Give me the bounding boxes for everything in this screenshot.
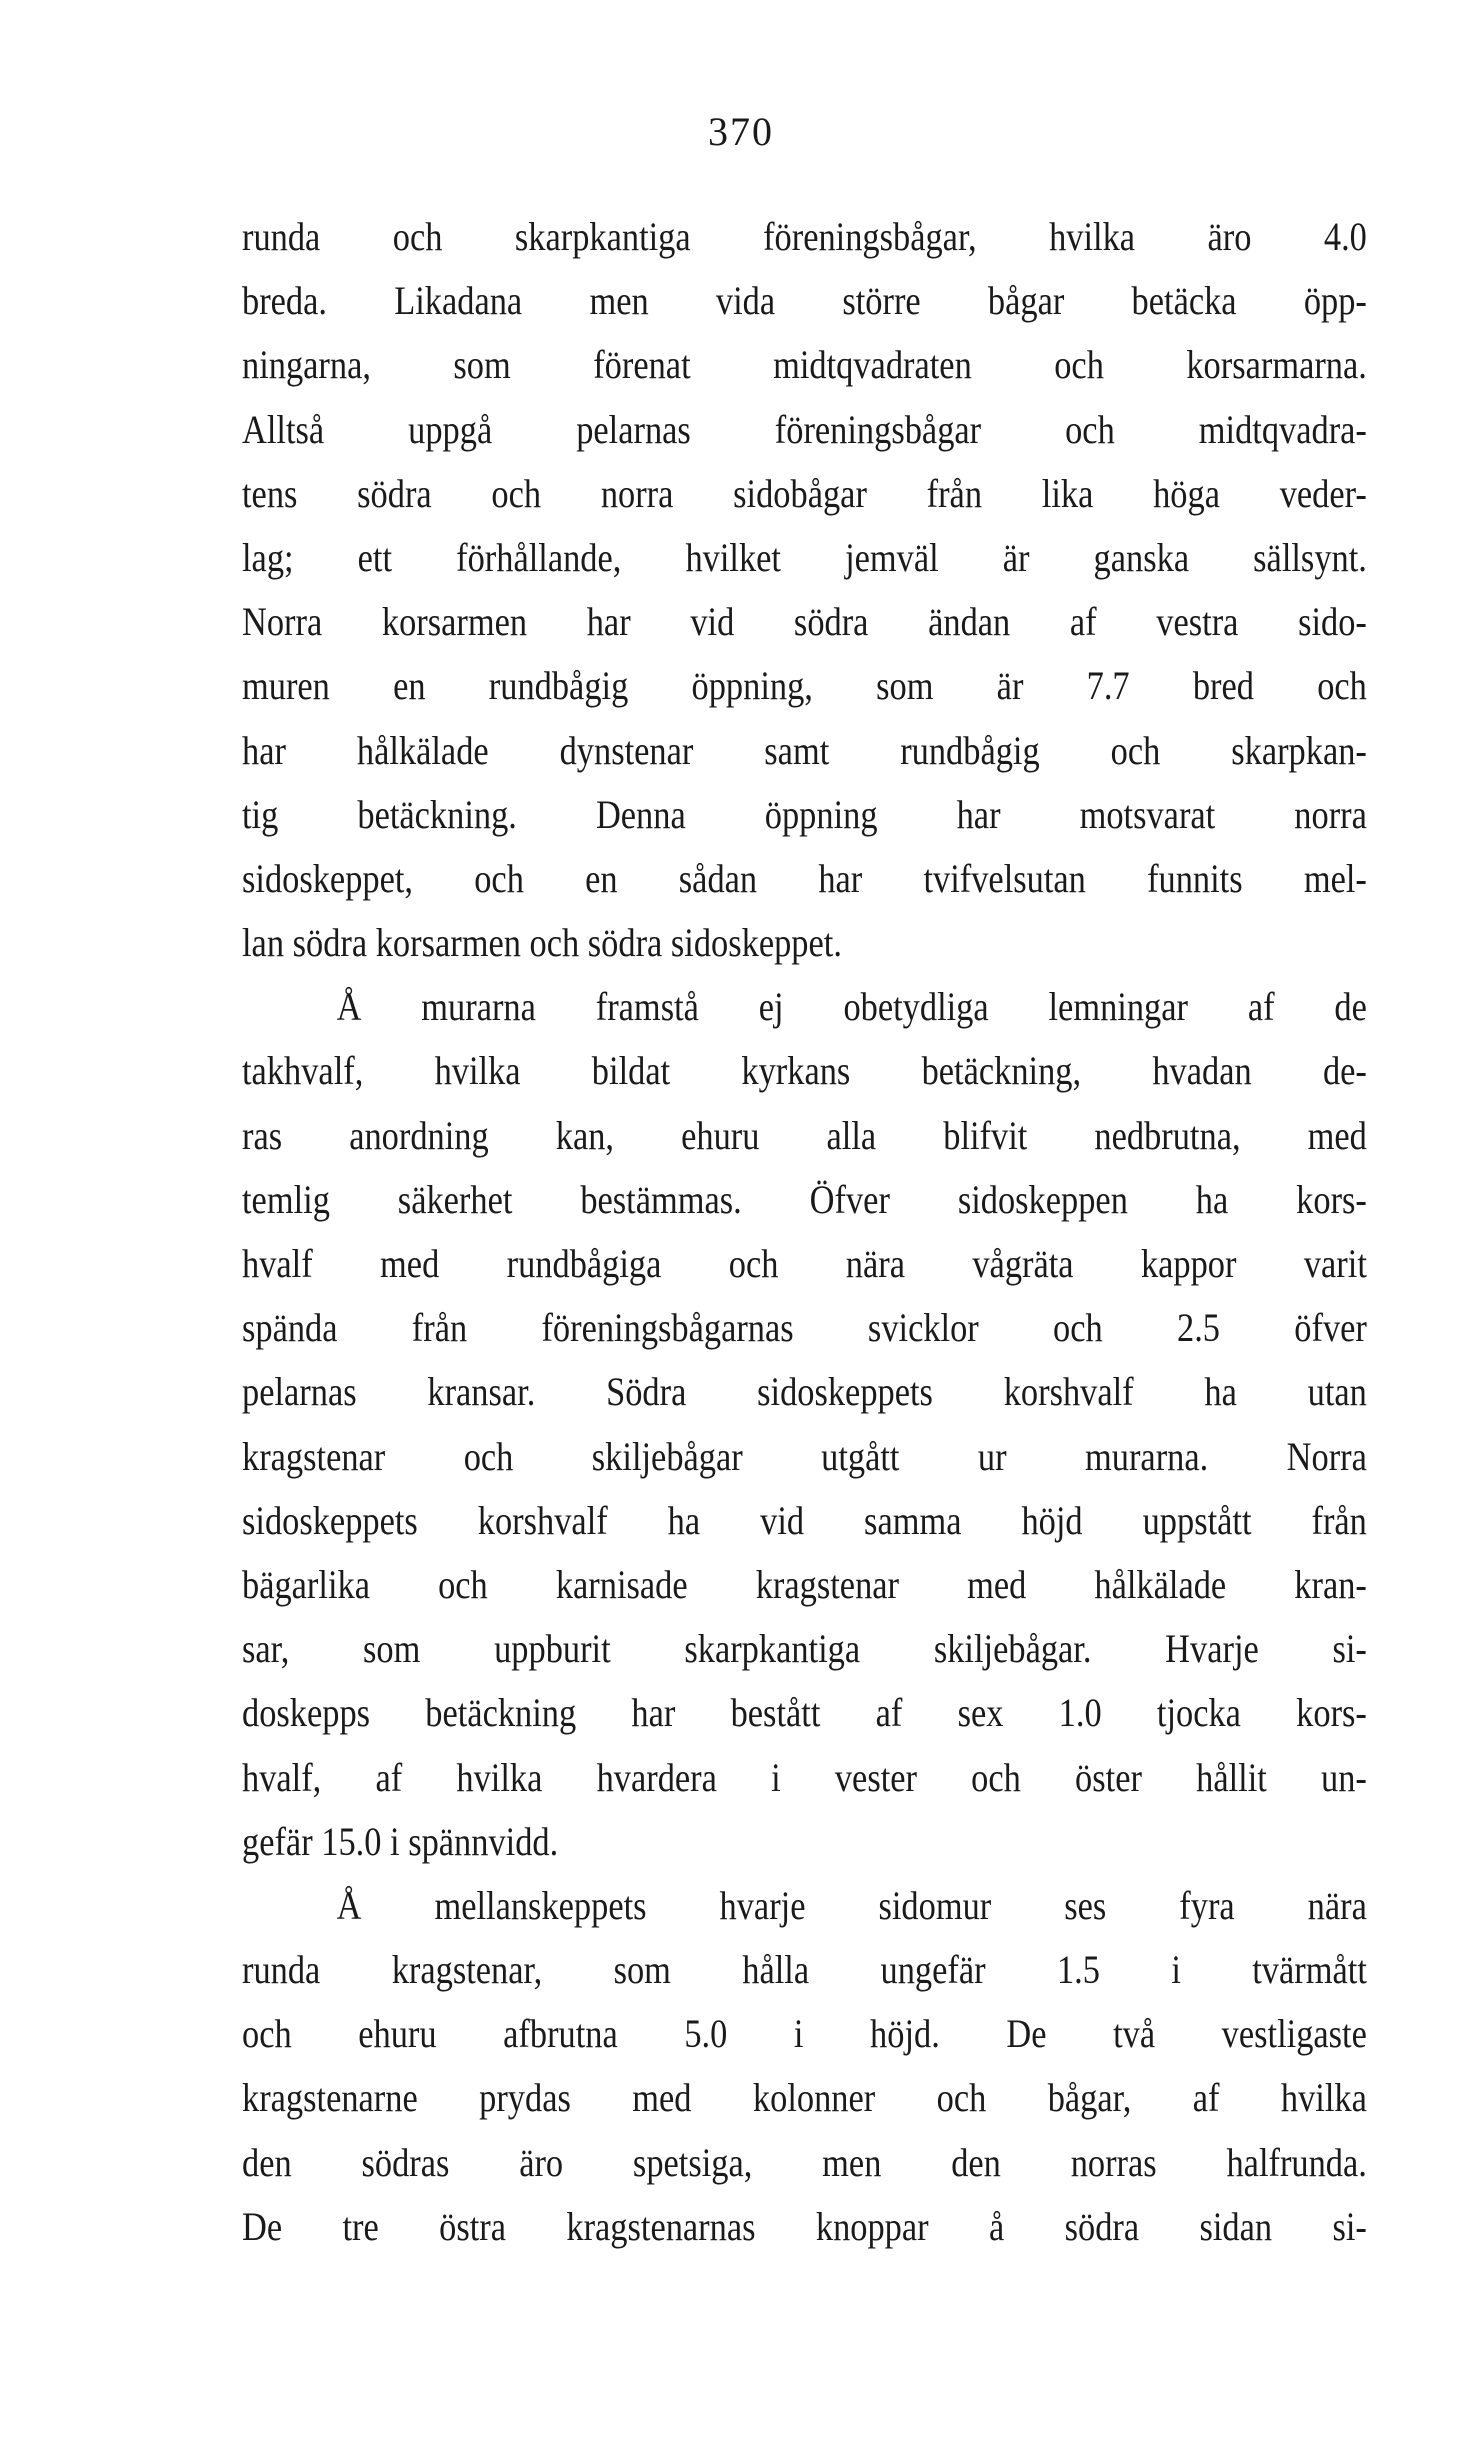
text-line: spända från föreningsbågarnas svicklor och 2.5 öfver xyxy=(242,1305,1367,1351)
text-line: temlig säkerhet bestämmas. Öfver sidoskeppen ha kors- xyxy=(242,1176,1367,1222)
text-line: ras anordning kan, ehuru alla blifvit nedbrutna, med xyxy=(242,1112,1367,1158)
text-line: hvalf, af hvilka hvardera i vester och öster hållit un- xyxy=(242,1754,1367,1800)
text-line: kragstenarne prydas med kolonner och bågar, af hvilka xyxy=(242,2075,1367,2121)
text-line: och ehuru afbrutna 5.0 i höjd. De två vestligaste xyxy=(242,2011,1367,2057)
page-number: 370 xyxy=(708,109,774,154)
paragraph-start-line: Å mellanskeppets hvarje sidomur ses fyra nära xyxy=(336,1882,1367,1928)
text-line: sidoskeppets korshvalf ha vid samma höjd uppstått från xyxy=(242,1497,1367,1543)
text-line: har hålkälade dynstenar samt rundbågig och skarpkan- xyxy=(242,727,1367,773)
text-line: De tre östra kragstenarnas knoppar å södra sidan si- xyxy=(242,2203,1367,2249)
text-line: breda. Likadana men vida större bågar betäcka öpp- xyxy=(242,278,1367,324)
body-text xyxy=(242,205,1367,2259)
text-line: takhvalf, hvilka bildat kyrkans betäckning, hvadan de- xyxy=(242,1048,1367,1094)
text-line: runda kragstenar, som hålla ungefär 1.5 i tvärmått xyxy=(242,1947,1367,1993)
text-line: ningarna, som förenat midtqvadraten och korsarmarna. xyxy=(242,342,1367,388)
text-line: lag; ett förhållande, hvilket jemväl är ganska sällsynt. xyxy=(242,534,1367,580)
text-line: Alltså uppgå pelarnas föreningsbågar och midtqvadra- xyxy=(242,406,1367,452)
text-line: muren en rundbågig öppning, som är 7.7 bred och xyxy=(242,663,1367,709)
text-line: Norra korsarmen har vid södra ändan af vestra sido- xyxy=(242,599,1367,645)
text-line: pelarnas kransar. Södra sidoskeppets korshvalf ha utan xyxy=(242,1369,1367,1415)
text-line: lan södra korsarmen och södra sidoskeppet. xyxy=(242,920,842,966)
text-line: runda och skarpkantiga föreningsbågar, hvilka äro 4.0 xyxy=(242,214,1367,259)
text-line: bägarlika och karnisade kragstenar med hålkälade kran- xyxy=(242,1561,1367,1607)
text-line: kragstenar och skiljebågar utgått ur murarna. Norra xyxy=(242,1433,1367,1479)
text-line: hvalf med rundbågiga och nära vågräta kappor varit xyxy=(242,1241,1367,1286)
text-line: tig betäckning. Denna öppning har motsvarat norra xyxy=(242,791,1367,837)
text-line: den södras äro spetsiga, men den norras halfrunda. xyxy=(242,2139,1367,2185)
paragraph-start-line: Å murarna framstå ej obetydliga lemningar af de xyxy=(336,984,1367,1030)
text-line: tens södra och norra sidobågar från lika höga veder- xyxy=(242,470,1367,516)
text-line: doskepps betäckning har bestått af sex 1.0 tjocka kors- xyxy=(242,1690,1367,1736)
text-line: sidoskeppet, och en sådan har tvifvelsutan funnits mel- xyxy=(242,855,1367,901)
text-line: gefär 15.0 i spännvidd. xyxy=(242,1818,559,1864)
text-line: sar, som uppburit skarpkantiga skiljebågar. Hvarje si- xyxy=(242,1626,1367,1672)
